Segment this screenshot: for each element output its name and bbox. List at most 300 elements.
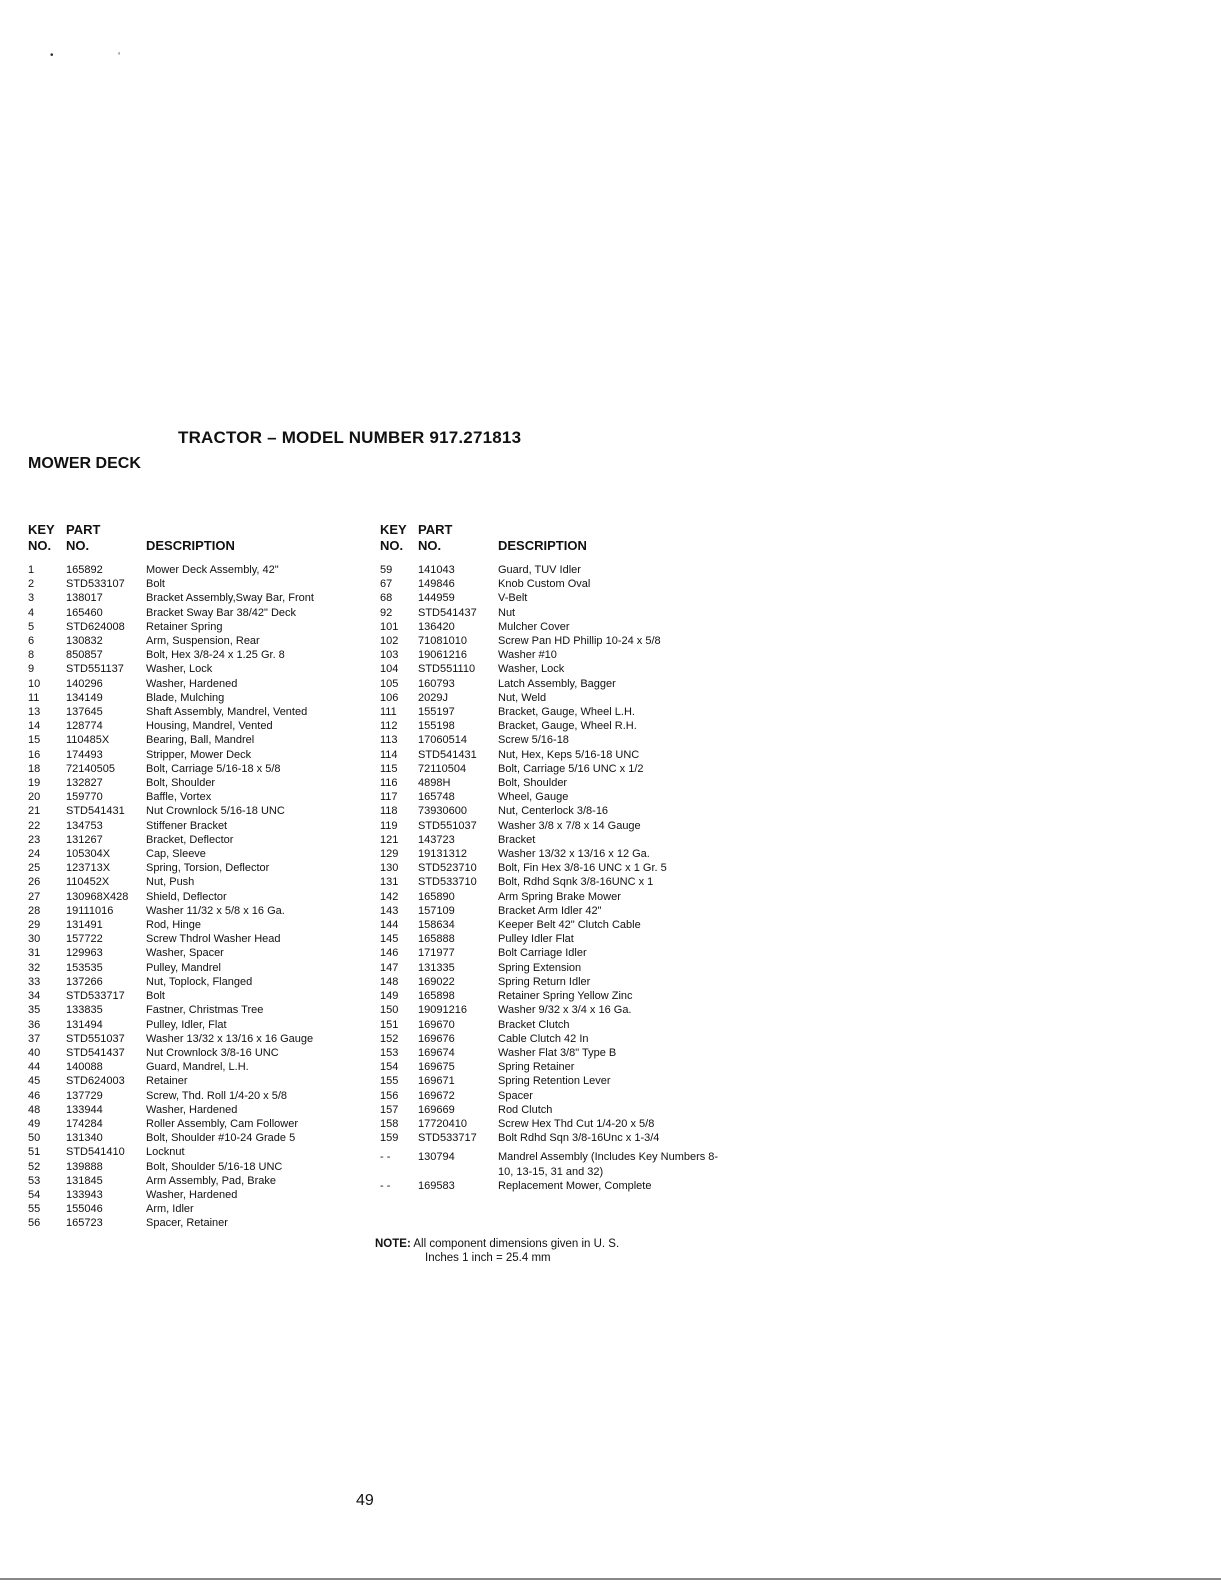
- part-number: 165723: [66, 1217, 103, 1230]
- key-number: 6: [28, 635, 35, 648]
- key-number: 28: [28, 904, 41, 917]
- part-number: 169672: [418, 1089, 455, 1102]
- part-row: [28, 1032, 373, 1046]
- part-number: 139888: [66, 1160, 103, 1173]
- part-number: 4898H: [418, 777, 451, 790]
- part-number: STD551110: [418, 663, 476, 676]
- key-number: 20: [28, 791, 41, 804]
- part-row: [28, 1003, 373, 1017]
- part-row: [28, 733, 373, 747]
- key-number: 24: [28, 848, 41, 861]
- part-number: 19061216: [418, 649, 467, 662]
- part-row: [380, 819, 720, 833]
- part-description: Blade, Mulching: [146, 691, 225, 704]
- key-number: 151: [380, 1018, 399, 1031]
- part-number: 110485X: [66, 734, 110, 747]
- part-row: [28, 1103, 373, 1117]
- part-description: Bracket Assembly,Sway Bar, Front: [146, 592, 314, 605]
- part-row: [380, 1131, 720, 1145]
- key-number: 55: [28, 1203, 41, 1216]
- key-number: 130: [380, 862, 399, 875]
- key-number: 115: [380, 762, 398, 775]
- part-description: Guard, Mandrel, L.H.: [146, 1061, 249, 1074]
- part-description: Bolt, Shoulder 5/16-18 UNC: [146, 1160, 283, 1173]
- part-number: 137729: [66, 1089, 103, 1102]
- part-number: STD541437: [418, 606, 477, 619]
- part-row: [380, 1089, 720, 1103]
- key-number: 144: [380, 919, 399, 932]
- part-description: Replacement Mower, Complete: [498, 1179, 652, 1192]
- scan-speck: ‘: [118, 51, 121, 62]
- part-description: Retainer Spring Yellow Zinc: [498, 990, 633, 1003]
- part-description: Shaft Assembly, Mandrel, Vented: [146, 706, 308, 719]
- column-header: [380, 522, 720, 558]
- key-number: 44: [28, 1061, 41, 1074]
- part-row: [28, 662, 373, 676]
- key-number: 147: [380, 961, 399, 974]
- part-row: [28, 833, 373, 847]
- part-number: STD533710: [418, 876, 477, 889]
- key-number: 67: [380, 578, 393, 591]
- key-header-1: KEY: [28, 522, 55, 537]
- key-number: 119: [380, 819, 398, 832]
- part-row: [28, 1216, 373, 1230]
- part-row: [28, 975, 373, 989]
- key-number: 16: [28, 748, 41, 761]
- key-number: 159: [380, 1132, 399, 1145]
- part-row: [380, 606, 720, 620]
- part-description: Pulley Idler Flat: [498, 933, 574, 946]
- key-number: 52: [28, 1160, 41, 1173]
- part-description: Spacer, Retainer: [146, 1217, 228, 1230]
- part-row: [380, 1032, 720, 1046]
- key-number: 22: [28, 819, 41, 832]
- part-number: 17060514: [418, 734, 467, 747]
- part-description: Screw Thdrol Washer Head: [146, 933, 281, 946]
- part-row: [28, 563, 373, 577]
- key-header-1: KEY: [380, 522, 407, 537]
- part-description: Nut, Push: [146, 876, 195, 889]
- part-number: 128774: [66, 720, 103, 733]
- part-description: Stripper, Mower Deck: [146, 748, 252, 761]
- part-number: 134149: [66, 691, 103, 704]
- part-description: Bearing, Ball, Mandrel: [146, 734, 255, 747]
- part-row: [28, 691, 373, 705]
- part-row: [380, 591, 720, 605]
- part-row: [380, 875, 720, 889]
- note-line-2: Inches 1 inch = 25.4 mm: [425, 1252, 551, 1264]
- key-number: 116: [380, 777, 398, 790]
- part-description: Stiffener Bracket: [146, 819, 228, 832]
- part-number: 140088: [66, 1061, 103, 1074]
- parts-list: [380, 563, 720, 1193]
- part-row: [380, 804, 720, 818]
- part-row: [28, 1174, 373, 1188]
- key-number: - -: [380, 1179, 391, 1192]
- part-description: Spring, Torsion, Deflector: [146, 862, 270, 875]
- part-description: Mower Deck Assembly, 42": [146, 564, 279, 576]
- part-row: [28, 875, 373, 889]
- part-description: Housing, Mandrel, Vented: [146, 720, 273, 733]
- key-number: 111: [380, 706, 397, 719]
- part-row: [28, 677, 373, 691]
- part-description: Bracket, Deflector: [146, 833, 234, 846]
- part-description: Washer, Hardened: [146, 1188, 238, 1201]
- key-number: 35: [28, 1004, 41, 1017]
- part-number: 169670: [418, 1018, 455, 1031]
- part-description: Baffle, Vortex: [146, 791, 212, 804]
- part-row: [28, 918, 373, 932]
- part-row: [28, 620, 373, 634]
- part-number: 130794: [418, 1151, 455, 1164]
- key-number: 9: [28, 663, 35, 676]
- part-description: V-Belt: [498, 592, 528, 605]
- key-number: 156: [380, 1089, 399, 1102]
- key-number: 36: [28, 1018, 41, 1031]
- key-number: 56: [28, 1217, 41, 1230]
- part-description: Washer, Lock: [146, 663, 213, 676]
- part-row: [28, 932, 373, 946]
- part-number: 850857: [66, 649, 103, 662]
- part-row: [380, 563, 720, 577]
- part-number: STD541437: [66, 1046, 125, 1059]
- key-number: 4: [28, 606, 35, 619]
- key-number: 143: [380, 904, 399, 917]
- part-row: [380, 705, 720, 719]
- part-row: [28, 648, 373, 662]
- key-number: 27: [28, 890, 41, 903]
- part-description: Pulley, Mandrel: [146, 961, 221, 974]
- part-row: [380, 719, 720, 733]
- part-row: [380, 1103, 720, 1117]
- key-number: 152: [380, 1032, 399, 1045]
- part-row: [28, 748, 373, 762]
- part-number: STD533717: [66, 990, 125, 1003]
- part-description: Bracket: [498, 833, 536, 846]
- part-row: [380, 989, 720, 1003]
- key-number: 102: [380, 635, 399, 648]
- part-number: 169671: [418, 1075, 455, 1088]
- part-description: Cable Clutch 42 In: [498, 1032, 589, 1045]
- key-number: 23: [28, 833, 41, 846]
- key-number: 148: [380, 975, 399, 988]
- part-description: Washer 13/32 x 13/16 x 16 Gauge: [146, 1032, 314, 1045]
- part-number: 130832: [66, 635, 103, 648]
- part-number: STD541410: [66, 1146, 125, 1159]
- part-row: [380, 904, 720, 918]
- note-line-1: All component dimensions given in U. S.: [413, 1238, 620, 1250]
- key-number: 104: [380, 663, 399, 676]
- part-number: 123713X: [66, 862, 111, 875]
- part-number: 165748: [418, 791, 455, 804]
- part-description: Nut, Weld: [498, 691, 547, 704]
- parts-column-right: [380, 522, 720, 1193]
- part-number: 17720410: [418, 1117, 467, 1130]
- part-number: 153535: [66, 961, 103, 974]
- part-description: Bolt, Shoulder: [498, 777, 568, 790]
- part-row: [28, 606, 373, 620]
- part-number: 132827: [66, 777, 103, 790]
- part-description: Nut Crownlock 3/8-16 UNC: [146, 1046, 279, 1059]
- part-header-1: PART: [418, 522, 453, 537]
- part-description: Washer #10: [498, 649, 557, 662]
- part-row: [28, 819, 373, 833]
- key-number: 68: [380, 592, 393, 605]
- part-number: 165460: [66, 606, 103, 619]
- part-number: 160793: [418, 677, 455, 690]
- part-description: Bolt, Carriage 5/16-18 x 5/8: [146, 762, 281, 775]
- part-number: 165898: [418, 990, 455, 1003]
- key-number: - -: [380, 1151, 391, 1164]
- key-number: 121: [380, 833, 399, 846]
- part-row: [380, 1117, 720, 1131]
- part-number: 131340: [66, 1132, 103, 1145]
- part-number: 130968X428: [66, 890, 129, 903]
- key-number: 118: [380, 805, 398, 818]
- part-description: Nut, Toplock, Flanged: [146, 975, 253, 988]
- part-number: 133944: [66, 1103, 103, 1116]
- part-row: [380, 1179, 720, 1193]
- part-row: [28, 1160, 373, 1174]
- part-number: 110452X: [66, 876, 110, 889]
- part-number: STD533717: [418, 1132, 477, 1145]
- part-description: Arm, Suspension, Rear: [146, 635, 260, 648]
- key-number: 153: [380, 1046, 399, 1059]
- part-number: STD551037: [66, 1032, 125, 1045]
- part-row: [28, 762, 373, 776]
- part-number: 169669: [418, 1103, 455, 1116]
- part-number: 131491: [66, 919, 103, 932]
- part-row: [28, 577, 373, 591]
- part-number: STD624008: [66, 620, 125, 633]
- part-description: Guard, TUV Idler: [498, 564, 581, 576]
- page-number: 49: [356, 1492, 374, 1509]
- part-number: 72110504: [418, 762, 467, 775]
- part-description: Rod Clutch: [498, 1103, 553, 1116]
- key-number: 37: [28, 1032, 41, 1045]
- key-number: 105: [380, 677, 399, 690]
- key-number: 34: [28, 990, 41, 1003]
- part-description: Nut, Centerlock 3/8-16: [498, 805, 609, 818]
- part-number: 19131312: [418, 848, 467, 861]
- part-description: Screw 5/16-18: [498, 734, 569, 747]
- key-header-2: NO.: [380, 538, 404, 553]
- key-number: 5: [28, 620, 35, 633]
- part-row: [28, 705, 373, 719]
- part-description: Bolt, Shoulder: [146, 777, 216, 790]
- key-number: 8: [28, 649, 35, 662]
- part-description: Washer 9/32 x 3/4 x 16 Ga.: [498, 1004, 632, 1017]
- key-number: 26: [28, 876, 41, 889]
- part-row: [380, 1074, 720, 1088]
- part-description: Bracket Clutch: [498, 1018, 570, 1031]
- scan-speck: •: [50, 50, 54, 61]
- part-description: Bolt, Fin Hex 3/8-16 UNC x 1 Gr. 5: [498, 862, 667, 875]
- part-description: Bracket Sway Bar 38/42" Deck: [146, 606, 297, 619]
- part-description: Rod, Hinge: [146, 919, 202, 932]
- part-row: [28, 890, 373, 904]
- part-description: Bracket, Gauge, Wheel L.H.: [498, 706, 635, 719]
- key-number: 129: [380, 848, 399, 861]
- part-number: 136420: [418, 620, 455, 633]
- part-row: [380, 620, 720, 634]
- part-description: Washer 3/8 x 7/8 x 14 Gauge: [498, 819, 641, 832]
- part-description: Screw Hex Thd Cut 1/4-20 x 5/8: [498, 1117, 655, 1130]
- part-description: Screw, Thd. Roll 1/4-20 x 5/8: [146, 1089, 288, 1102]
- part-number: 129963: [66, 947, 103, 960]
- key-number: 53: [28, 1174, 41, 1187]
- part-description: Spring Return Idler: [498, 975, 591, 988]
- part-row: [28, 989, 373, 1003]
- key-number: 50: [28, 1132, 41, 1145]
- part-number: 72140505: [66, 762, 115, 775]
- part-header-2: NO.: [418, 538, 442, 553]
- part-row: [380, 918, 720, 932]
- part-number: 73930600: [418, 805, 467, 818]
- part-row: [28, 719, 373, 733]
- part-description: Bolt Rdhd Sqn 3/8-16Unc x 1-3/4: [498, 1132, 660, 1145]
- part-description: Washer, Hardened: [146, 1103, 238, 1116]
- part-number: 138017: [66, 592, 103, 605]
- part-number: 174284: [66, 1117, 103, 1130]
- part-description: Spring Extension: [498, 961, 582, 974]
- part-number: 131335: [418, 961, 455, 974]
- part-description: Shield, Deflector: [146, 890, 227, 903]
- part-row: [28, 1018, 373, 1032]
- part-number: 131267: [66, 833, 103, 846]
- part-description: Bolt: [146, 990, 165, 1003]
- part-description: Knob Custom Oval: [498, 578, 591, 591]
- part-number: 2029J: [418, 691, 448, 704]
- key-number: 19: [28, 777, 41, 790]
- part-description: Nut Crownlock 5/16-18 UNC: [146, 805, 285, 818]
- part-description: Wheel, Gauge: [498, 791, 569, 804]
- description-header: DESCRIPTION: [498, 538, 587, 553]
- description-header: DESCRIPTION: [146, 538, 235, 553]
- part-row: [28, 1074, 373, 1088]
- part-number: 143723: [418, 833, 455, 846]
- part-number: 19091216: [418, 1004, 467, 1017]
- part-description: Washer 13/32 x 13/16 x 12 Ga.: [498, 848, 650, 861]
- part-description: Keeper Belt 42" Clutch Cable: [498, 919, 641, 932]
- key-number: 112: [380, 720, 398, 733]
- part-number: 159770: [66, 791, 103, 804]
- part-row: [28, 861, 373, 875]
- part-number: STD533107: [66, 578, 125, 591]
- part-row: [28, 1117, 373, 1131]
- page-title: TRACTOR – MODEL NUMBER 917.271813: [178, 428, 522, 447]
- part-number: 137645: [66, 706, 103, 719]
- key-number: 113: [380, 734, 398, 747]
- part-description: Retainer: [146, 1075, 188, 1088]
- key-number: 59: [380, 564, 393, 576]
- part-description: Latch Assembly, Bagger: [498, 677, 616, 690]
- part-row: [380, 776, 720, 790]
- part-number: 158634: [418, 919, 455, 932]
- part-row: [28, 790, 373, 804]
- part-description: Bolt Carriage Idler: [498, 947, 587, 960]
- part-row: [28, 591, 373, 605]
- key-number: 18: [28, 762, 41, 775]
- part-number: 155046: [66, 1203, 103, 1216]
- key-number: 13: [28, 706, 41, 719]
- part-row: [380, 790, 720, 804]
- key-number: 131: [380, 876, 399, 889]
- part-description: Washer, Lock: [498, 663, 565, 676]
- part-number: 169675: [418, 1061, 455, 1074]
- part-number: 133835: [66, 1004, 103, 1017]
- section-title: MOWER DECK: [28, 455, 141, 472]
- part-number: 169674: [418, 1046, 455, 1059]
- part-number: STD551137: [66, 663, 124, 676]
- part-number: 157722: [66, 933, 103, 946]
- part-description: Arm Assembly, Pad, Brake: [146, 1174, 277, 1187]
- part-row: [28, 1145, 373, 1159]
- part-row: [28, 1089, 373, 1103]
- key-number: 101: [380, 620, 399, 633]
- part-number: 149846: [418, 578, 455, 591]
- part-header-2: NO.: [66, 538, 90, 553]
- part-row: [28, 1060, 373, 1074]
- part-row: [380, 577, 720, 591]
- key-number: 51: [28, 1146, 41, 1159]
- part-row: [380, 1046, 720, 1060]
- part-description: Bolt, Shoulder #10-24 Grade 5: [146, 1132, 296, 1145]
- part-description: Fastner, Christmas Tree: [146, 1004, 264, 1017]
- part-row: [380, 961, 720, 975]
- part-row: [380, 932, 720, 946]
- key-number: 29: [28, 919, 41, 932]
- part-description: Bolt, Hex 3/8-24 x 1.25 Gr. 8: [146, 649, 285, 662]
- key-number: 48: [28, 1103, 41, 1116]
- part-row: [380, 691, 720, 705]
- part-row: [380, 634, 720, 648]
- part-number: 19111016: [66, 904, 114, 917]
- part-row: [380, 677, 720, 691]
- part-description: Washer 11/32 x 5/8 x 16 Ga.: [146, 904, 285, 917]
- part-description: Pulley, Idler, Flat: [146, 1018, 227, 1031]
- part-number: 165892: [66, 564, 103, 576]
- key-number: 1: [28, 564, 35, 576]
- part-description: Locknut: [146, 1146, 185, 1159]
- part-row: [380, 1150, 720, 1178]
- key-number: 106: [380, 691, 399, 704]
- key-number: 157: [380, 1103, 399, 1116]
- part-number: STD541431: [418, 748, 477, 761]
- key-number: 49: [28, 1117, 41, 1130]
- key-number: 32: [28, 961, 41, 974]
- part-description: Spring Retention Lever: [498, 1075, 611, 1088]
- part-number: 105304X: [66, 848, 111, 861]
- key-number: 14: [28, 720, 41, 733]
- part-row: [380, 1003, 720, 1017]
- part-description: Spring Retainer: [498, 1061, 575, 1074]
- part-description: Nut, Hex, Keps 5/16-18 UNC: [498, 748, 640, 761]
- key-number: 25: [28, 862, 41, 875]
- key-number: 10: [28, 677, 41, 690]
- parts-list: [28, 563, 373, 1231]
- key-number: 3: [28, 592, 35, 605]
- part-number: 169676: [418, 1032, 455, 1045]
- part-row: [380, 733, 720, 747]
- part-description: Arm Spring Brake Mower: [498, 890, 621, 903]
- part-row: [380, 1060, 720, 1074]
- key-number: 92: [380, 606, 393, 619]
- key-number: 142: [380, 890, 399, 903]
- key-number: 114: [380, 748, 398, 761]
- part-row: [28, 776, 373, 790]
- part-number: 157109: [418, 904, 455, 917]
